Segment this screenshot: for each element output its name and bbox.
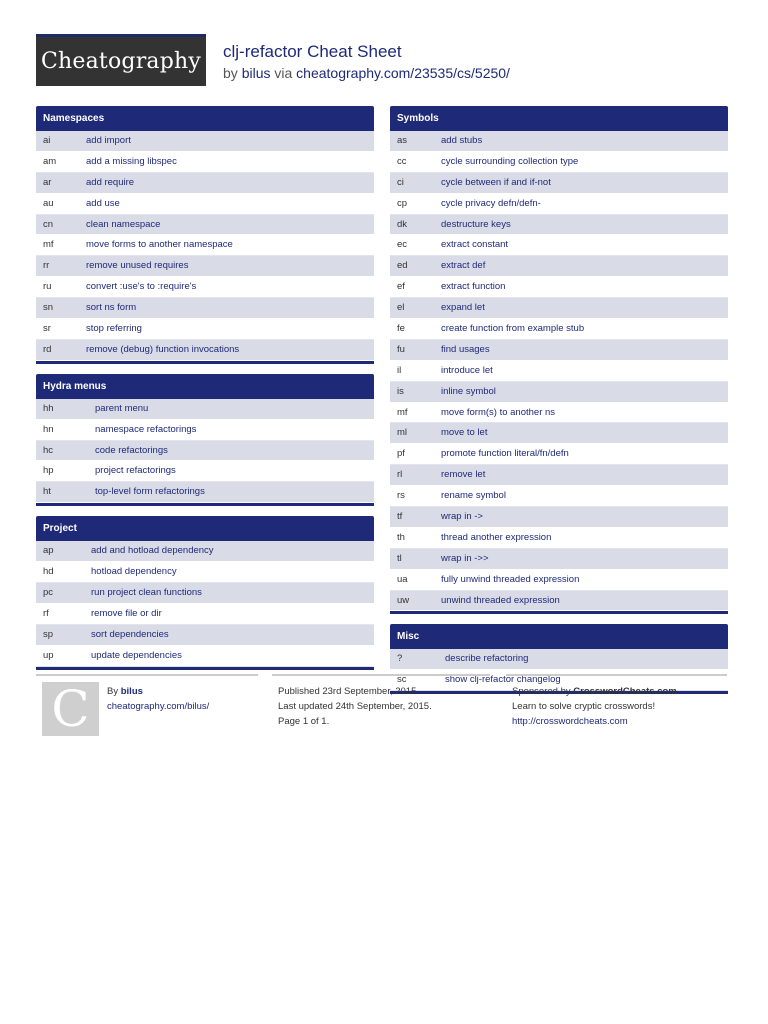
shortcut-key: rr: [43, 260, 50, 272]
sponsored-label: Sponsored by: [512, 686, 571, 697]
shortcut-description: show clj-refactor changelog: [445, 674, 561, 686]
via-label: via: [274, 65, 293, 81]
table-row: [390, 173, 728, 194]
shortcut-description: add require: [86, 176, 135, 188]
shortcut-description: project refactorings: [95, 465, 176, 477]
footer: [36, 674, 727, 744]
footer-author-block: [36, 674, 258, 746]
table-row: [390, 465, 728, 486]
shortcut-key: il: [397, 364, 402, 376]
shortcut-key: ci: [397, 176, 404, 188]
shortcut-key: hd: [43, 566, 54, 578]
byline: [223, 64, 510, 82]
author-link[interactable]: bilus: [241, 65, 271, 81]
table-row: [390, 319, 728, 340]
table-row: [36, 646, 374, 667]
shortcut-key: am: [43, 155, 57, 167]
table-row: [390, 298, 728, 319]
section-title: Hydra menus: [36, 374, 374, 399]
shortcut-key: uw: [397, 594, 410, 606]
shortcut-key: rf: [43, 607, 49, 619]
shortcut-key: sc: [397, 674, 407, 686]
shortcut-description: add import: [86, 135, 131, 146]
table-row: [390, 403, 728, 424]
shortcut-description: remove let: [441, 469, 486, 481]
shortcut-key: au: [43, 197, 54, 209]
title-block: [223, 42, 510, 82]
table-row: [390, 194, 728, 215]
section-title: Symbols: [390, 106, 728, 131]
table-row: [36, 131, 374, 152]
shortcut-description: extract constant: [441, 239, 509, 251]
shortcut-description: remove (debug) function invocations: [86, 343, 240, 355]
shortcut-key: ar: [43, 176, 52, 188]
shortcut-key: fu: [397, 343, 405, 355]
shortcut-description: code refactorings: [95, 444, 168, 456]
left-column: [36, 106, 374, 680]
shortcut-description: top-level form refactorings: [95, 486, 205, 498]
shortcut-description: add use: [86, 197, 120, 209]
shortcut-description: expand let: [441, 302, 485, 314]
table-row: [36, 235, 374, 256]
table-row: [36, 399, 374, 420]
shortcut-description: add a missing libspec: [86, 155, 177, 167]
table-row: [36, 298, 374, 319]
shortcut-description: update dependencies: [91, 649, 182, 661]
shortcut-key: rl: [397, 469, 403, 481]
shortcut-description: rename symbol: [441, 490, 506, 502]
shortcut-description: namespace refactorings: [95, 423, 197, 435]
shortcut-key: ec: [397, 239, 408, 251]
table-row: [36, 482, 374, 503]
table-row: [36, 340, 374, 361]
shortcut-description: convert :use's to :require's: [86, 281, 197, 293]
shortcut-description: fully unwind threaded expression: [441, 573, 580, 585]
shortcut-key: el: [397, 302, 405, 314]
shortcut-description: remove file or dir: [91, 607, 162, 619]
shortcut-description: describe refactoring: [445, 653, 529, 665]
table-row: [36, 461, 374, 482]
shortcut-description: cycle privacy defn/defn-: [441, 197, 541, 209]
table-row: [390, 215, 728, 236]
shortcut-description: find usages: [441, 343, 490, 355]
shortcut-description: create function from example stub: [441, 323, 585, 335]
shortcut-key: mf: [43, 239, 54, 251]
shortcut-key: pc: [43, 587, 54, 599]
section-symbols: [390, 106, 728, 614]
shortcut-key: ef: [397, 281, 405, 293]
footer-sponsor-block: [506, 674, 727, 746]
shortcut-key: ua: [397, 573, 408, 585]
shortcut-key: sn: [43, 302, 54, 314]
shortcut-key: ed: [397, 260, 408, 272]
shortcut-description: clean namespace: [86, 218, 161, 230]
shortcut-key: ?: [397, 653, 403, 665]
shortcut-key: ai: [43, 135, 51, 146]
footer-by-label: By: [107, 686, 119, 697]
shortcut-description: unwind threaded expression: [441, 594, 560, 606]
shortcut-description: inline symbol: [441, 385, 496, 397]
shortcut-key: mf: [397, 406, 408, 418]
table-row: [36, 277, 374, 298]
table-row: [36, 215, 374, 236]
table-row: [36, 441, 374, 462]
section-namespaces: [36, 106, 374, 364]
sponsor-tagline: Learn to solve cryptic crosswords!: [512, 701, 656, 712]
shortcut-key: sr: [43, 323, 51, 335]
footer-dates-block: [272, 674, 490, 746]
table-row: [390, 361, 728, 382]
shortcut-description: remove unused requires: [86, 260, 189, 272]
shortcut-description: wrap in ->: [441, 511, 483, 523]
shortcut-key: cc: [397, 155, 407, 167]
table-row: [390, 549, 728, 570]
section-title: Misc: [390, 624, 728, 649]
table-row: [36, 541, 374, 562]
table-row: [390, 423, 728, 444]
shortcut-key: ap: [43, 545, 54, 557]
shortcut-key: tl: [397, 552, 402, 564]
page-number: Page 1 of 1.: [278, 716, 330, 727]
shortcut-key: th: [397, 531, 405, 543]
table-row: [390, 340, 728, 361]
shortcut-key: dk: [397, 218, 408, 230]
table-row: [390, 131, 728, 152]
section-rows: [36, 541, 374, 666]
shortcut-key: is: [397, 385, 404, 397]
cheatography-logo[interactable]: Cheatography: [36, 34, 206, 86]
shortcut-description: thread another expression: [441, 531, 552, 543]
shortcut-description: destructure keys: [441, 218, 511, 230]
shortcut-description: sort ns form: [86, 302, 137, 314]
table-row: [390, 507, 728, 528]
shortcut-key: rs: [397, 490, 405, 502]
table-row: [36, 625, 374, 646]
table-row: [390, 277, 728, 298]
shortcut-description: add and hotload dependency: [91, 545, 214, 557]
shortcut-description: introduce let: [441, 364, 493, 376]
avatar: C: [42, 682, 99, 736]
footer-author-link[interactable]: bilus: [120, 686, 143, 697]
shortcut-description: move form(s) to another ns: [441, 406, 556, 418]
shortcut-description: extract function: [441, 281, 506, 293]
table-row: [390, 591, 728, 612]
section-title: Namespaces: [36, 106, 374, 131]
shortcut-key: sp: [43, 628, 54, 640]
table-row: [390, 649, 728, 670]
sponsor-url[interactable]: http://crosswordcheats.com: [512, 716, 628, 727]
section-rows: [36, 399, 374, 503]
shortcut-key: fe: [397, 323, 405, 335]
page-title: clj-refactor Cheat Sheet: [223, 42, 402, 61]
shortcut-key: cn: [43, 218, 54, 230]
shortcut-key: pf: [397, 448, 405, 460]
section-hydra-menus: [36, 374, 374, 506]
table-row: [36, 604, 374, 625]
shortcut-description: run project clean functions: [91, 587, 202, 599]
shortcut-key: ml: [397, 427, 408, 439]
table-row: [390, 528, 728, 549]
shortcut-description: cycle between if and if-not: [441, 176, 551, 188]
footer-author-url[interactable]: cheatography.com/bilus/: [107, 701, 210, 712]
published-date: Published 23rd September, 2015.: [278, 686, 420, 697]
table-row: [390, 152, 728, 173]
shortcut-key: up: [43, 649, 54, 661]
shortcut-description: sort dependencies: [91, 628, 169, 640]
shortcut-description: add stubs: [441, 135, 483, 146]
shortcut-description: stop referring: [86, 323, 142, 335]
table-row: [36, 173, 374, 194]
shortcut-key: as: [397, 135, 408, 146]
shortcut-key: ru: [43, 281, 52, 293]
shortcut-description: hotload dependency: [91, 566, 177, 578]
shortcut-key: rd: [43, 343, 52, 355]
table-row: [36, 152, 374, 173]
shortcut-key: hh: [43, 402, 54, 414]
right-column: [390, 106, 728, 704]
table-row: [390, 486, 728, 507]
shortcut-description: move to let: [441, 427, 488, 439]
shortcut-description: promote function literal/fn/defn: [441, 448, 569, 460]
section-rows: [36, 131, 374, 361]
table-row: [390, 256, 728, 277]
sheet-url-link[interactable]: cheatography.com/23535/cs/5250/: [296, 65, 510, 81]
shortcut-key: tf: [397, 511, 403, 523]
table-row: [390, 382, 728, 403]
shortcut-key: ht: [43, 486, 51, 498]
shortcut-key: hn: [43, 423, 54, 435]
shortcut-description: cycle surrounding collection type: [441, 155, 579, 167]
shortcut-key: hp: [43, 465, 54, 477]
shortcut-description: wrap in ->>: [441, 552, 489, 564]
table-row: [390, 235, 728, 256]
table-row: [36, 583, 374, 604]
shortcut-description: move forms to another namespace: [86, 239, 233, 251]
table-row: [36, 562, 374, 583]
section-project: [36, 516, 374, 669]
shortcut-key: cp: [397, 197, 408, 209]
table-row: [36, 420, 374, 441]
by-label: by: [223, 65, 238, 81]
table-row: [390, 570, 728, 591]
section-title: Project: [36, 516, 374, 541]
shortcut-key: hc: [43, 444, 54, 456]
table-row: [36, 194, 374, 215]
updated-date: Last updated 24th September, 2015.: [278, 701, 432, 712]
sponsor-link[interactable]: CrosswordCheats.com: [573, 686, 677, 697]
table-row: [36, 256, 374, 277]
table-row: [36, 319, 374, 340]
table-row: [390, 444, 728, 465]
shortcut-description: extract def: [441, 260, 486, 272]
shortcut-description: parent menu: [95, 402, 149, 414]
section-rows: [390, 131, 728, 611]
